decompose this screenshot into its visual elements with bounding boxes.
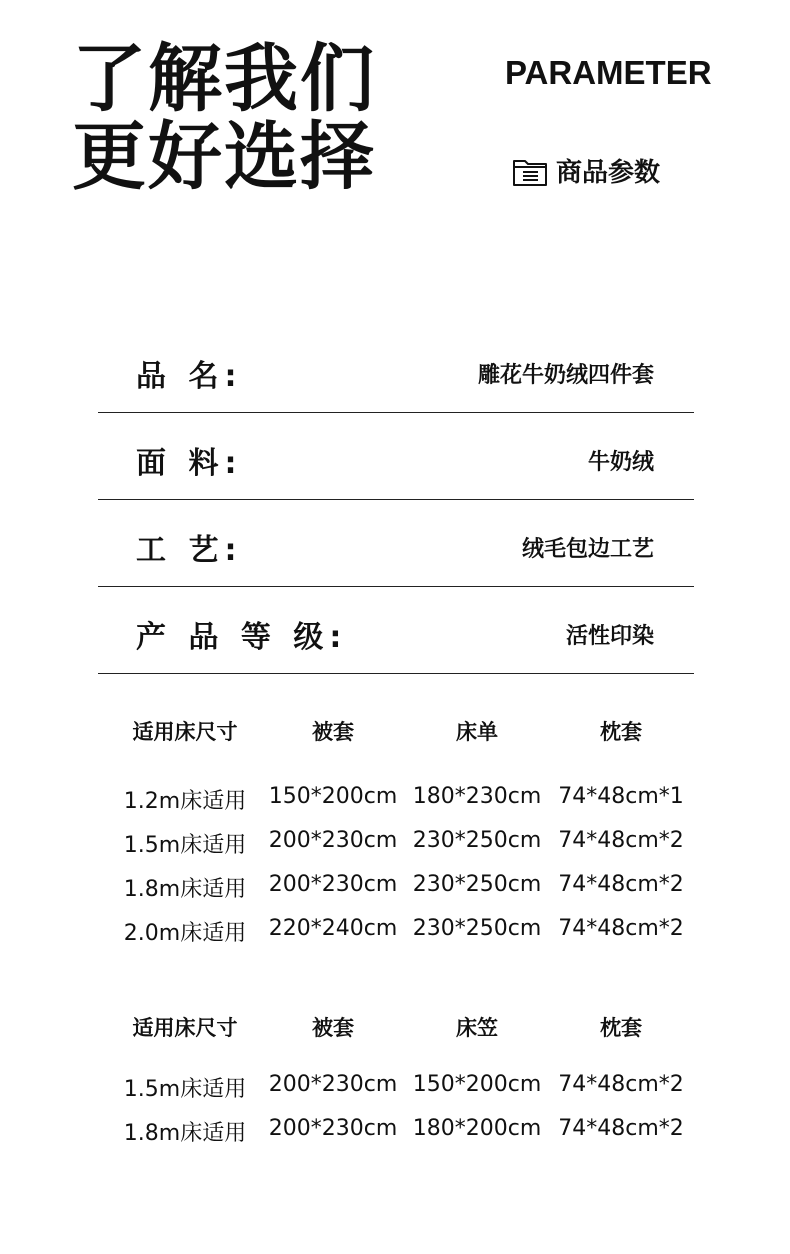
header-cell: 床笠 — [456, 1016, 498, 1040]
header-cell: 被套 — [312, 720, 354, 744]
table-row — [110, 1116, 700, 1160]
table-cell: 74*48cm*2 — [558, 872, 684, 897]
document-folder-icon — [512, 155, 548, 187]
table-cell: 200*230cm — [268, 1116, 398, 1141]
table-cell: 230*250cm — [412, 872, 542, 897]
table-row — [110, 872, 700, 916]
table-cell: 200*230cm — [268, 1072, 398, 1097]
table-row — [110, 916, 700, 960]
hero-title — [72, 36, 376, 200]
table-cell: 150*200cm — [268, 784, 398, 809]
table-cell: 200*230cm — [268, 872, 398, 897]
spec-key: 工 艺: — [136, 533, 243, 568]
header-cell: 枕套 — [600, 720, 642, 744]
spec-key: 面 料: — [136, 446, 243, 481]
spec-key: 品 名: — [136, 359, 243, 394]
header-cell: 枕套 — [600, 1016, 642, 1040]
table-cell: 2.0m床适用 — [123, 921, 247, 946]
product-params-label — [512, 152, 660, 189]
spec-value: 牛奶绒 — [587, 450, 654, 475]
table-cell: 1.2m床适用 — [123, 789, 247, 814]
table-header — [110, 716, 700, 760]
table-cell: 230*250cm — [412, 916, 542, 941]
table-cell: 1.5m床适用 — [123, 1077, 247, 1102]
hero-title-line1: 了解我们 — [72, 36, 376, 122]
header-cell: 床单 — [456, 720, 498, 744]
spec-value: 活性印染 — [565, 624, 654, 649]
table-cell: 1.5m床适用 — [123, 833, 247, 858]
table-row — [110, 784, 700, 828]
table-cell: 230*250cm — [412, 828, 542, 853]
table-cell: 74*48cm*2 — [558, 1116, 684, 1141]
table-cell: 150*200cm — [412, 1072, 542, 1097]
size-table-sheet — [110, 716, 700, 960]
table-cell: 1.8m床适用 — [123, 1121, 247, 1146]
hero-title-line2: 更好选择 — [72, 114, 376, 200]
table-cell: 74*48cm*1 — [558, 784, 684, 809]
spec-row-craft — [98, 500, 694, 587]
spec-value: 绒毛包边工艺 — [521, 537, 654, 562]
size-table-fitted — [110, 1012, 700, 1160]
table-row — [110, 828, 700, 872]
table-cell: 220*240cm — [268, 916, 398, 941]
table-cell: 180*200cm — [412, 1116, 542, 1141]
spec-row-name — [98, 326, 694, 413]
table-cell: 74*48cm*2 — [558, 828, 684, 853]
table-cell: 180*230cm — [412, 784, 542, 809]
header-cell: 被套 — [312, 1016, 354, 1040]
spec-list — [98, 326, 694, 674]
table-cell: 200*230cm — [268, 828, 398, 853]
table-header — [110, 1012, 700, 1056]
spec-row-fabric — [98, 413, 694, 500]
table-cell: 74*48cm*2 — [558, 1072, 684, 1097]
product-params-text: 商品参数 — [556, 158, 661, 188]
spec-key: 产 品 等 级: — [136, 620, 348, 655]
table-cell: 74*48cm*2 — [558, 916, 684, 941]
header-cell: 适用床尺寸 — [132, 1016, 238, 1040]
table-row — [110, 1072, 700, 1116]
spec-row-grade — [98, 587, 694, 674]
parameter-heading: PARAMETER — [505, 54, 712, 91]
header-cell: 适用床尺寸 — [132, 720, 238, 744]
spec-value: 雕花牛奶绒四件套 — [477, 363, 654, 388]
table-cell: 1.8m床适用 — [123, 877, 247, 902]
